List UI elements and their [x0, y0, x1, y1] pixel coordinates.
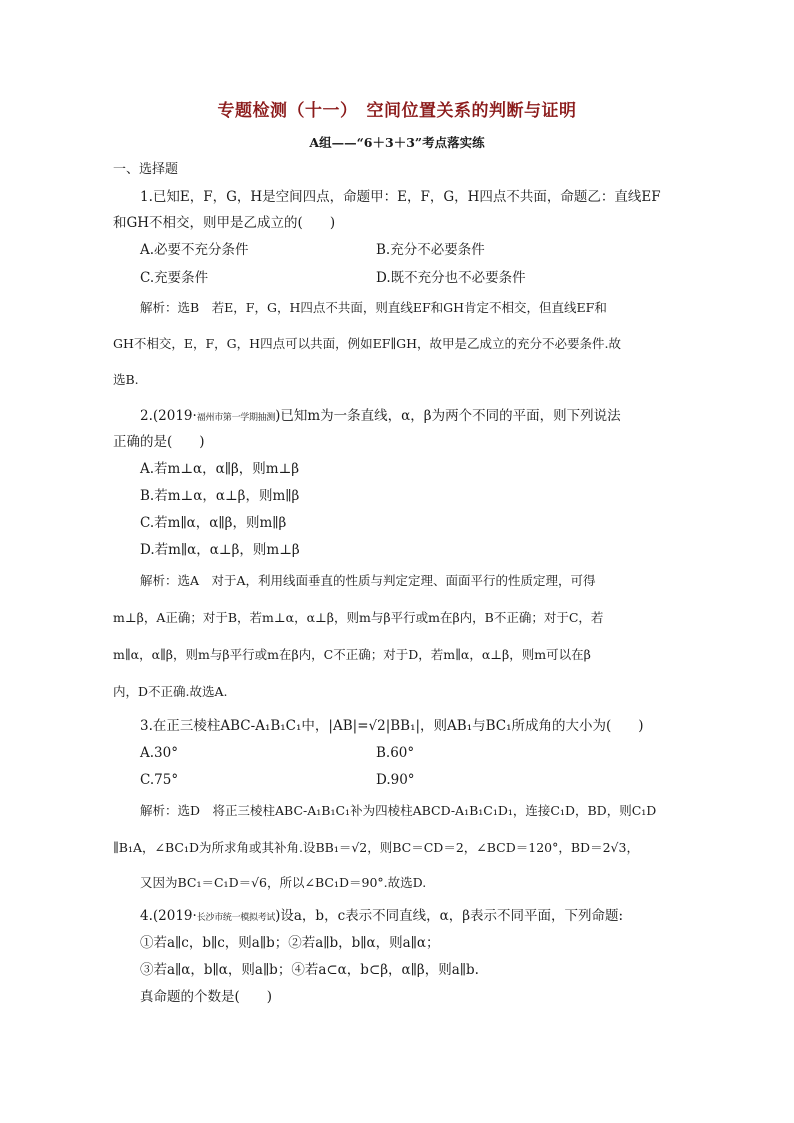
q1-option-a: A.必要不充分条件	[140, 242, 249, 258]
q2-option-d: D.若m∥α，α⊥β，则m⊥β	[140, 542, 300, 558]
q2-line2: 正确的是( )	[113, 434, 205, 450]
q2-option-a: A.若m⊥α，α∥β，则m⊥β	[140, 461, 300, 477]
q3-option-a: A.30°	[140, 745, 178, 761]
q1-option-b: B.充分不必要条件	[376, 242, 485, 258]
q2-explanation-line2: m⊥β，A正确；对于B，若m⊥α，α⊥β，则m与β平行或m在β内，B不正确；对于C，若	[113, 610, 604, 625]
q1-option-c: C.充要条件	[140, 270, 209, 286]
q1-explanation-line2: GH不相交，E，F，G，H四点可以共面，例如EF∥GH，故甲是乙成立的充分不必要条件.故	[113, 336, 622, 351]
q3-line1: 3.在正三棱柱ABC-A₁B₁C₁中，|AB|=√2|BB₁|，则AB₁与BC₁所成角的大小为( )	[140, 718, 644, 734]
q3-explanation-line3: 又因为BC₁＝C₁D＝√6，所以∠BC₁D＝90°.故选D.	[140, 875, 427, 890]
q4-prefix: 4.(2019·	[140, 908, 197, 924]
section-heading: 一、选择题	[113, 162, 179, 177]
q2-line1-rest: )已知m为一条直线，α，β为两个不同的平面，则下列说法	[275, 408, 621, 424]
q2-source: 福州市第一学期抽测	[196, 413, 276, 423]
q4-line3: ③若a∥α，b∥α，则a∥b；④若a⊂α，b⊂β，α∥β，则a∥b.	[140, 962, 479, 978]
q1-line1: 1.已知E，F，G，H是空间四点，命题甲：E，F，G，H四点不共面，命题乙：直线EF	[140, 189, 661, 205]
q3-explanation-line1: 解析：选D 将正三棱柱ABC-A₁B₁C₁补为四棱柱ABCD-A₁B₁C₁D₁，连接C₁D，BD，则C₁D	[140, 803, 657, 818]
document-subtitle: A组——“6＋3＋3”考点落实练	[309, 135, 485, 150]
q4-line2: ①若a∥c，b∥c，则a∥b；②若a∥b，b∥α，则a∥α；	[140, 935, 440, 951]
q1-explanation-line1: 解析：选B 若E，F，G，H四点不共面，则直线EF和GH肯定不相交，但直线EF和	[140, 300, 607, 315]
q3-option-b: B.60°	[376, 745, 415, 761]
q2-line1	[140, 406, 710, 428]
q2-explanation-line3: m∥α，α∥β，则m与β平行或m在β内，C不正确；对于D，若m∥α，α⊥β，则m可以在β	[113, 647, 591, 662]
q3-option-c: C.75°	[140, 772, 179, 788]
q2-explanation-line1: 解析：选A 对于A，利用线面垂直的性质与判定定理、面面平行的性质定理，可得	[140, 573, 596, 588]
q3-explanation-line2: ∥B₁A，∠BC₁D为所求角或其补角.设BB₁＝√2，则BC＝CD＝2，∠BCD＝120°，BD＝2√3，	[113, 840, 639, 855]
document-title: 专题检测（十一） 空间位置关系的判断与证明	[217, 101, 577, 121]
q2-prefix: 2.(2019·	[140, 408, 197, 424]
q4-line4: 真命题的个数是( )	[140, 989, 273, 1005]
q4-line1-rest: )设a，b，c表示不同直线，α，β表示不同平面，下列命题:	[275, 908, 624, 924]
q4-source: 长沙市统一模拟考试	[196, 913, 276, 923]
q1-line2: 和GH不相交，则甲是乙成立的( )	[113, 215, 336, 231]
q2-option-b: B.若m⊥α，α⊥β，则m∥β	[140, 488, 300, 504]
q3-option-d: D.90°	[376, 772, 415, 788]
q1-option-d: D.既不充分也不必要条件	[376, 270, 526, 286]
q2-explanation-line4: 内，D不正确.故选A.	[113, 684, 228, 699]
q2-option-c: C.若m∥α，α∥β，则m∥β	[140, 515, 287, 531]
q1-explanation-line3: 选B.	[113, 372, 139, 387]
q4-line1	[140, 906, 710, 928]
